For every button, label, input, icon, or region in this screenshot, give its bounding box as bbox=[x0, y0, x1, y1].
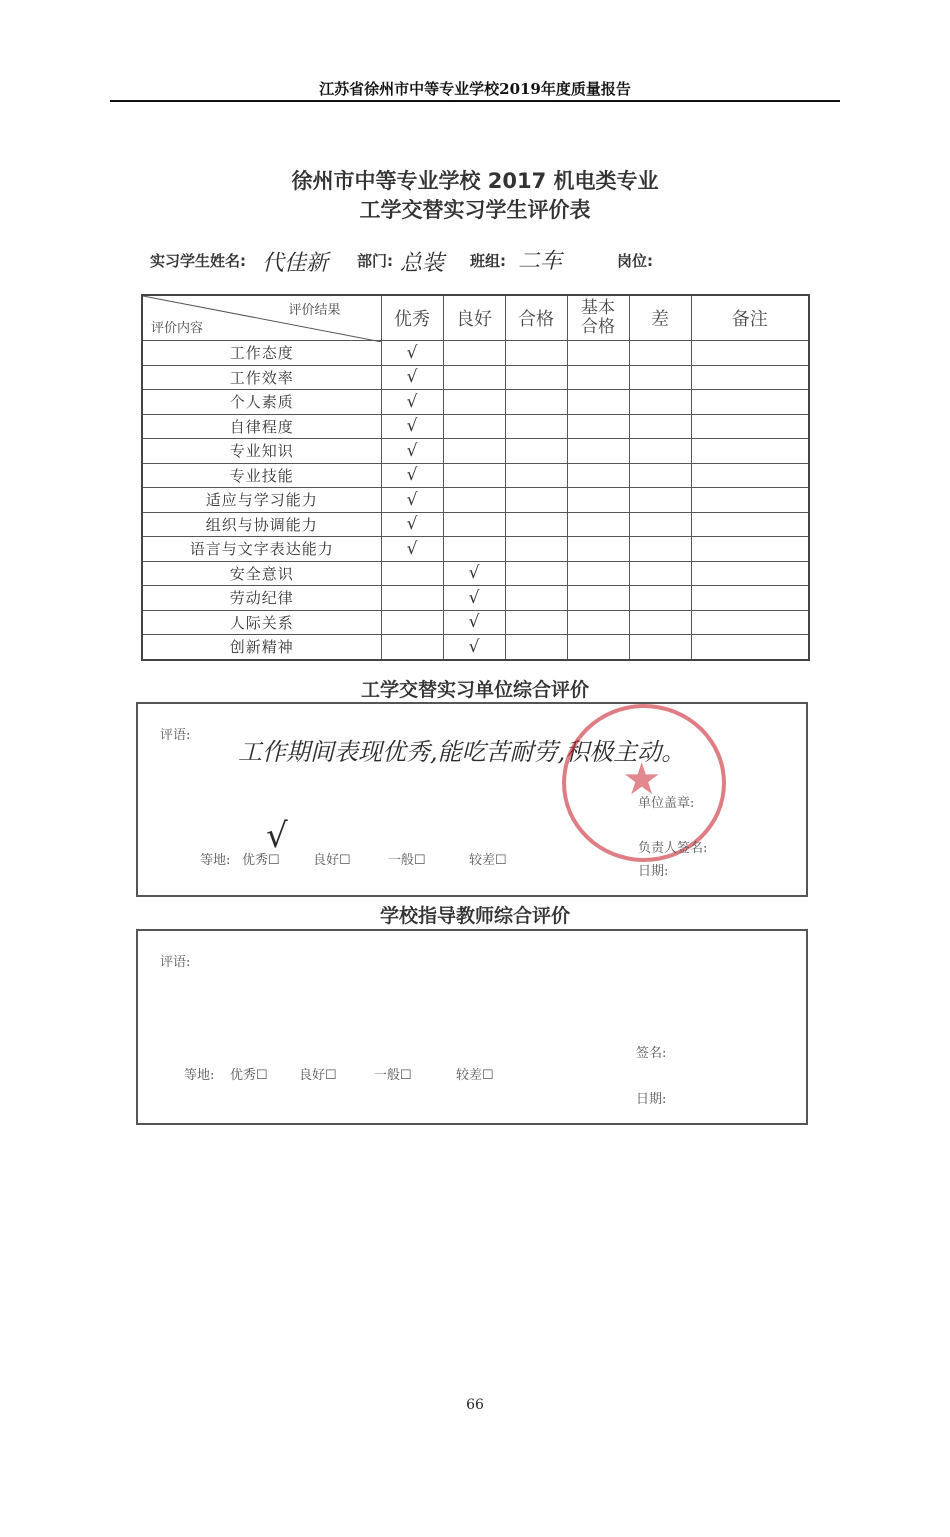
unit-signer-label: 负责人签名: bbox=[638, 841, 708, 856]
check-mark-icon: √ bbox=[406, 391, 418, 412]
col-header-good: 良好 bbox=[443, 295, 505, 341]
grade-cell bbox=[629, 512, 691, 537]
evaluation-table bbox=[141, 294, 810, 661]
grade-cell bbox=[381, 439, 443, 464]
table-row bbox=[142, 365, 809, 390]
grade-cell bbox=[381, 365, 443, 390]
grade-cell bbox=[567, 610, 629, 635]
table-row bbox=[142, 341, 809, 366]
grade-cell bbox=[567, 512, 629, 537]
grade-cell bbox=[443, 439, 505, 464]
form-title-line2: 工学交替实习学生评价表 bbox=[359, 198, 591, 222]
grade-cell bbox=[629, 414, 691, 439]
grade-cell bbox=[691, 439, 809, 464]
grade-cell bbox=[629, 365, 691, 390]
teacher-eval-box bbox=[136, 929, 808, 1125]
check-mark-icon: √ bbox=[406, 538, 418, 559]
unit-comment-value: 工作期间表现优秀,能吃苦耐劳,积极主动。 bbox=[238, 738, 686, 766]
grade-cell bbox=[691, 341, 809, 366]
grade-cell bbox=[443, 537, 505, 562]
grade-cell bbox=[567, 586, 629, 611]
grade-cell bbox=[629, 537, 691, 562]
unit-comment-label: 评语: bbox=[160, 728, 191, 743]
grade-cell bbox=[567, 561, 629, 586]
grade-cell bbox=[629, 463, 691, 488]
grade-cell bbox=[381, 488, 443, 513]
grade-cell bbox=[691, 414, 809, 439]
grade-cell bbox=[629, 439, 691, 464]
grade-cell bbox=[381, 463, 443, 488]
table-body bbox=[142, 341, 809, 660]
dept-value: 总装 bbox=[400, 251, 445, 276]
grade-cell bbox=[691, 512, 809, 537]
teacher-comment-label: 评语: bbox=[160, 955, 191, 970]
corner-label-result: 评价结果 bbox=[288, 303, 341, 318]
table-row bbox=[142, 414, 809, 439]
unit-grade-label: 等地: bbox=[200, 853, 231, 868]
grade-cell bbox=[691, 365, 809, 390]
grade-cell bbox=[629, 610, 691, 635]
grade-cell bbox=[691, 635, 809, 660]
grade-cell bbox=[505, 341, 567, 366]
eval-item-label: 劳动纪律 bbox=[142, 586, 381, 611]
grade-cell bbox=[567, 635, 629, 660]
unit-seal-label: 单位盖章: bbox=[638, 796, 695, 811]
grade-cell bbox=[381, 537, 443, 562]
check-mark-icon: √ bbox=[468, 563, 480, 584]
teacher-eval-heading: 学校指导教师综合评价 bbox=[379, 905, 570, 927]
unit-check-mark: √ bbox=[266, 816, 288, 856]
grade-cell bbox=[505, 512, 567, 537]
grade-cell bbox=[443, 341, 505, 366]
table-row bbox=[142, 463, 809, 488]
grade-cell bbox=[691, 586, 809, 611]
col-header-pass: 合格 bbox=[505, 295, 567, 341]
grade-cell bbox=[567, 463, 629, 488]
eval-item-label: 安全意识 bbox=[142, 561, 381, 586]
table-row bbox=[142, 537, 809, 562]
stamp-star-icon: ★ bbox=[622, 754, 662, 805]
col-header-poor: 差 bbox=[629, 295, 691, 341]
grade-cell bbox=[381, 390, 443, 415]
grade-cell bbox=[629, 561, 691, 586]
grade-cell bbox=[629, 390, 691, 415]
teacher-option-poor[interactable]: 较差☐ bbox=[456, 1068, 494, 1083]
table-row bbox=[142, 512, 809, 537]
check-mark-icon: √ bbox=[406, 416, 418, 437]
eval-item-label: 专业技能 bbox=[142, 463, 381, 488]
grade-cell bbox=[505, 488, 567, 513]
unit-eval-heading: 工学交替实习单位综合评价 bbox=[360, 679, 589, 701]
grade-cell bbox=[691, 610, 809, 635]
grade-cell bbox=[567, 488, 629, 513]
eval-item-label: 语言与文字表达能力 bbox=[142, 537, 381, 562]
grade-cell bbox=[505, 537, 567, 562]
check-mark-icon: √ bbox=[468, 587, 480, 608]
check-mark-icon: √ bbox=[406, 440, 418, 461]
class-value: 二车 bbox=[518, 249, 563, 274]
header-rule bbox=[110, 100, 840, 102]
unit-option-excellent[interactable]: 优秀☐ bbox=[242, 853, 280, 868]
eval-item-label: 适应与学习能力 bbox=[142, 488, 381, 513]
page-header: 江苏省徐州市中等专业学校2019年度质量报告 bbox=[319, 80, 631, 98]
check-mark-icon: √ bbox=[406, 489, 418, 510]
teacher-option-good[interactable]: 良好☐ bbox=[299, 1068, 337, 1083]
col-header-excellent: 优秀 bbox=[381, 295, 443, 341]
table-row bbox=[142, 635, 809, 660]
grade-cell bbox=[443, 561, 505, 586]
post-label: 岗位: bbox=[617, 252, 653, 270]
grade-cell bbox=[567, 365, 629, 390]
grade-cell bbox=[629, 635, 691, 660]
grade-cell bbox=[505, 390, 567, 415]
grade-cell bbox=[629, 586, 691, 611]
eval-item-label: 组织与协调能力 bbox=[142, 512, 381, 537]
grade-cell bbox=[567, 439, 629, 464]
grade-cell bbox=[381, 341, 443, 366]
table-row bbox=[142, 390, 809, 415]
teacher-option-excellent[interactable]: 优秀☐ bbox=[230, 1068, 268, 1083]
eval-item-label: 工作态度 bbox=[142, 341, 381, 366]
grade-cell bbox=[567, 414, 629, 439]
check-mark-icon: √ bbox=[406, 465, 418, 486]
grade-cell bbox=[505, 463, 567, 488]
grade-cell bbox=[381, 561, 443, 586]
table-corner-cell bbox=[142, 295, 381, 341]
grade-cell bbox=[505, 561, 567, 586]
teacher-date-label: 日期: bbox=[636, 1092, 667, 1107]
page-number: 66 bbox=[466, 1397, 484, 1413]
table-row bbox=[142, 610, 809, 635]
grade-cell bbox=[443, 586, 505, 611]
table-row bbox=[142, 586, 809, 611]
check-mark-icon: √ bbox=[468, 636, 480, 657]
grade-cell bbox=[629, 341, 691, 366]
table-header-row bbox=[142, 295, 809, 341]
table-row bbox=[142, 488, 809, 513]
grade-cell bbox=[505, 439, 567, 464]
grade-cell bbox=[443, 610, 505, 635]
col-header-remarks: 备注 bbox=[691, 295, 809, 341]
grade-cell bbox=[443, 365, 505, 390]
form-title-line1: 徐州市中等专业学校 2017 机电类专业 bbox=[291, 169, 659, 193]
unit-option-good[interactable]: 良好☐ bbox=[313, 853, 351, 868]
table-row bbox=[142, 561, 809, 586]
grade-cell bbox=[567, 390, 629, 415]
corner-label-content: 评价内容 bbox=[151, 321, 204, 336]
grade-cell bbox=[381, 610, 443, 635]
grade-cell bbox=[381, 512, 443, 537]
grade-cell bbox=[443, 390, 505, 415]
teacher-sign-label: 签名: bbox=[636, 1046, 667, 1061]
class-label: 班组: bbox=[470, 252, 506, 270]
unit-option-average[interactable]: 一般☐ bbox=[388, 853, 426, 868]
col-header-basic-pass: 基本合格 bbox=[567, 295, 629, 341]
grade-cell bbox=[443, 512, 505, 537]
student-name-label: 实习学生姓名: bbox=[150, 252, 246, 270]
eval-item-label: 人际关系 bbox=[142, 610, 381, 635]
grade-cell bbox=[567, 537, 629, 562]
grade-cell bbox=[443, 463, 505, 488]
check-mark-icon: √ bbox=[406, 367, 418, 388]
teacher-grade-label: 等地: bbox=[184, 1068, 215, 1083]
table-row bbox=[142, 439, 809, 464]
grade-cell bbox=[381, 586, 443, 611]
eval-item-label: 创新精神 bbox=[142, 635, 381, 660]
grade-cell bbox=[505, 365, 567, 390]
grade-cell bbox=[505, 414, 567, 439]
unit-option-poor[interactable]: 较差☐ bbox=[469, 853, 507, 868]
eval-item-label: 自律程度 bbox=[142, 414, 381, 439]
grade-cell bbox=[629, 488, 691, 513]
grade-cell bbox=[691, 488, 809, 513]
grade-cell bbox=[691, 390, 809, 415]
student-name-value: 代佳新 bbox=[262, 251, 329, 276]
dept-label: 部门: bbox=[357, 252, 393, 270]
teacher-option-average[interactable]: 一般☐ bbox=[374, 1068, 412, 1083]
grade-cell bbox=[443, 414, 505, 439]
check-mark-icon: √ bbox=[468, 612, 480, 633]
unit-eval-box bbox=[136, 702, 808, 897]
grade-cell bbox=[381, 635, 443, 660]
eval-item-label: 工作效率 bbox=[142, 365, 381, 390]
grade-cell bbox=[505, 586, 567, 611]
check-mark-icon: √ bbox=[406, 342, 418, 363]
grade-cell bbox=[505, 635, 567, 660]
grade-cell bbox=[443, 488, 505, 513]
grade-cell bbox=[691, 561, 809, 586]
grade-cell bbox=[691, 463, 809, 488]
grade-cell bbox=[443, 635, 505, 660]
check-mark-icon: √ bbox=[406, 514, 418, 535]
unit-date-label: 日期: bbox=[638, 864, 669, 879]
grade-cell bbox=[505, 610, 567, 635]
eval-item-label: 个人素质 bbox=[142, 390, 381, 415]
grade-cell bbox=[381, 414, 443, 439]
eval-item-label: 专业知识 bbox=[142, 439, 381, 464]
grade-cell bbox=[691, 537, 809, 562]
grade-cell bbox=[567, 341, 629, 366]
